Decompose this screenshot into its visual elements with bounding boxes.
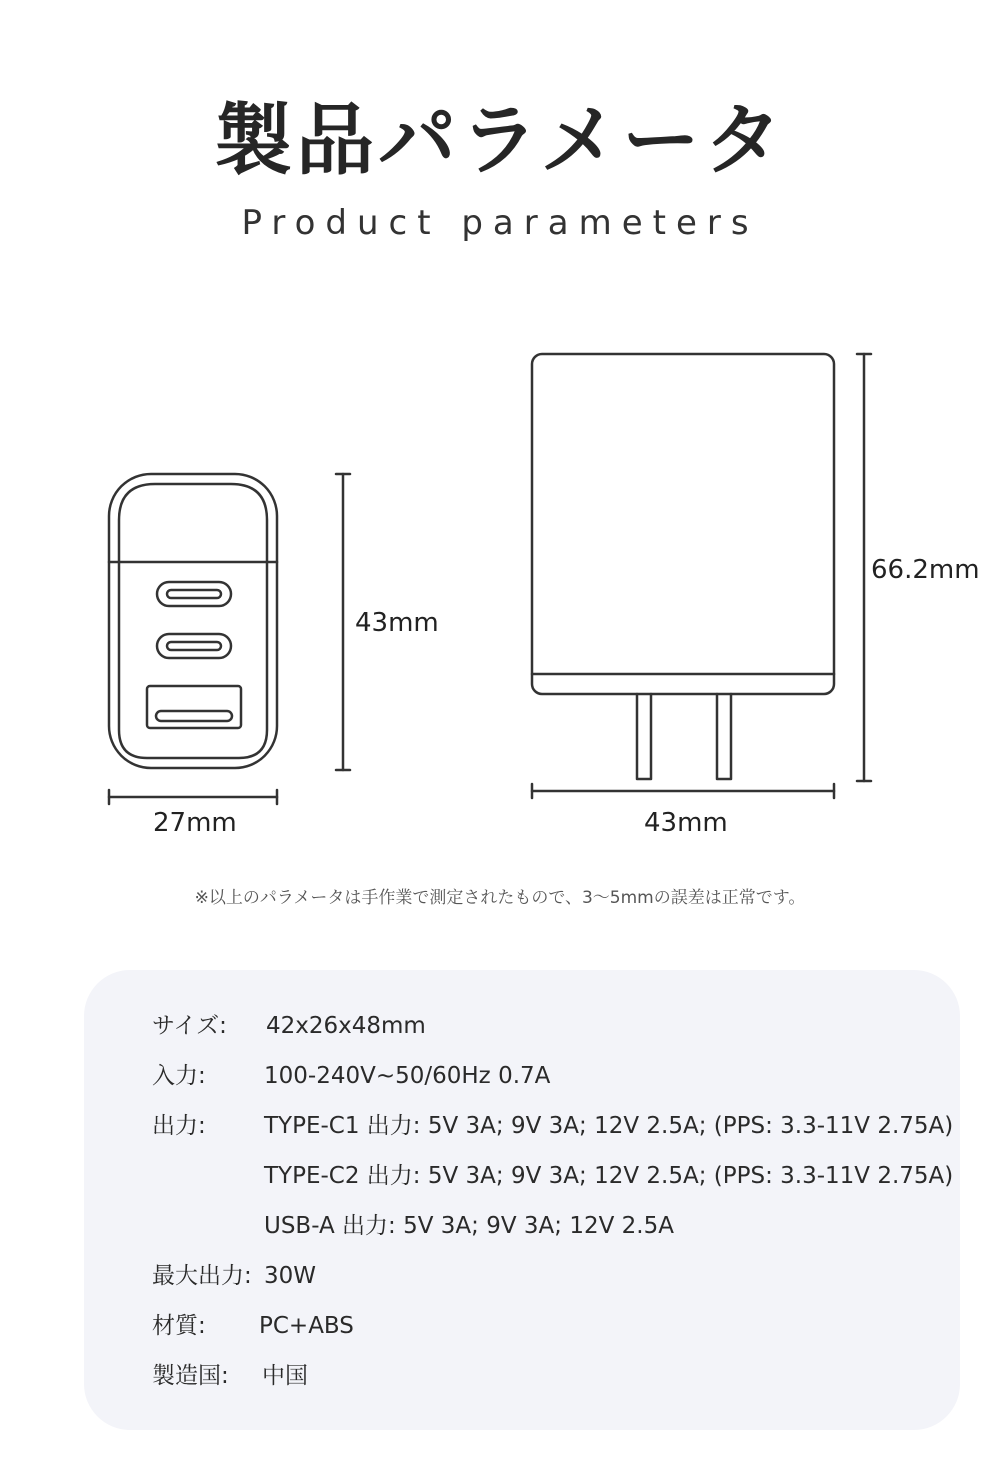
measurement-note: ※以上のパラメータは手作業で測定されたもので、3〜5mmの誤差は正常です。 <box>194 888 806 908</box>
spec-panel <box>84 970 960 1430</box>
spec-label-origin: 製造国: <box>152 1363 229 1389</box>
spec-value-output-c2: TYPE-C2 出力: 5V 3A; 9V 3A; 12V 2.5A; (PPS: 3.3-11V 2.75A) <box>264 1163 954 1189</box>
spec-label-size: サイズ: <box>152 1013 227 1039</box>
front-height-label: 43mm <box>355 608 439 638</box>
page-title: 製品パラメータ <box>214 96 786 186</box>
spec-label-input: 入力: <box>152 1063 206 1089</box>
spec-value-material: PC+ABS <box>259 1313 354 1339</box>
spec-value-max-output: 30W <box>264 1263 317 1289</box>
front-width-label: 27mm <box>153 808 237 838</box>
charger-front-outline <box>109 474 277 768</box>
spec-value-output-c1: TYPE-C1 出力: 5V 3A; 9V 3A; 12V 2.5A; (PPS: 3.3-11V 2.75A) <box>264 1113 954 1139</box>
spec-label-material: 材質: <box>152 1313 206 1339</box>
side-height-label: 66.2mm <box>871 555 980 585</box>
page-subtitle: Product parameters <box>241 203 759 243</box>
spec-label-output: 出力: <box>152 1113 206 1139</box>
charger-side-outline <box>532 354 834 694</box>
side-width-label: 43mm <box>644 808 728 838</box>
spec-value-origin: 中国 <box>262 1363 308 1389</box>
spec-label-max-output: 最大出力: <box>152 1263 252 1289</box>
charger-front-cap <box>119 484 267 562</box>
prong-left-icon <box>637 694 651 779</box>
spec-value-size: 42x26x48mm <box>266 1013 426 1039</box>
spec-value-input: 100-240V~50/60Hz 0.7A <box>264 1063 551 1089</box>
spec-value-output-usba: USB-A 出力: 5V 3A; 9V 3A; 12V 2.5A <box>264 1213 674 1239</box>
prong-right-icon <box>717 694 731 779</box>
